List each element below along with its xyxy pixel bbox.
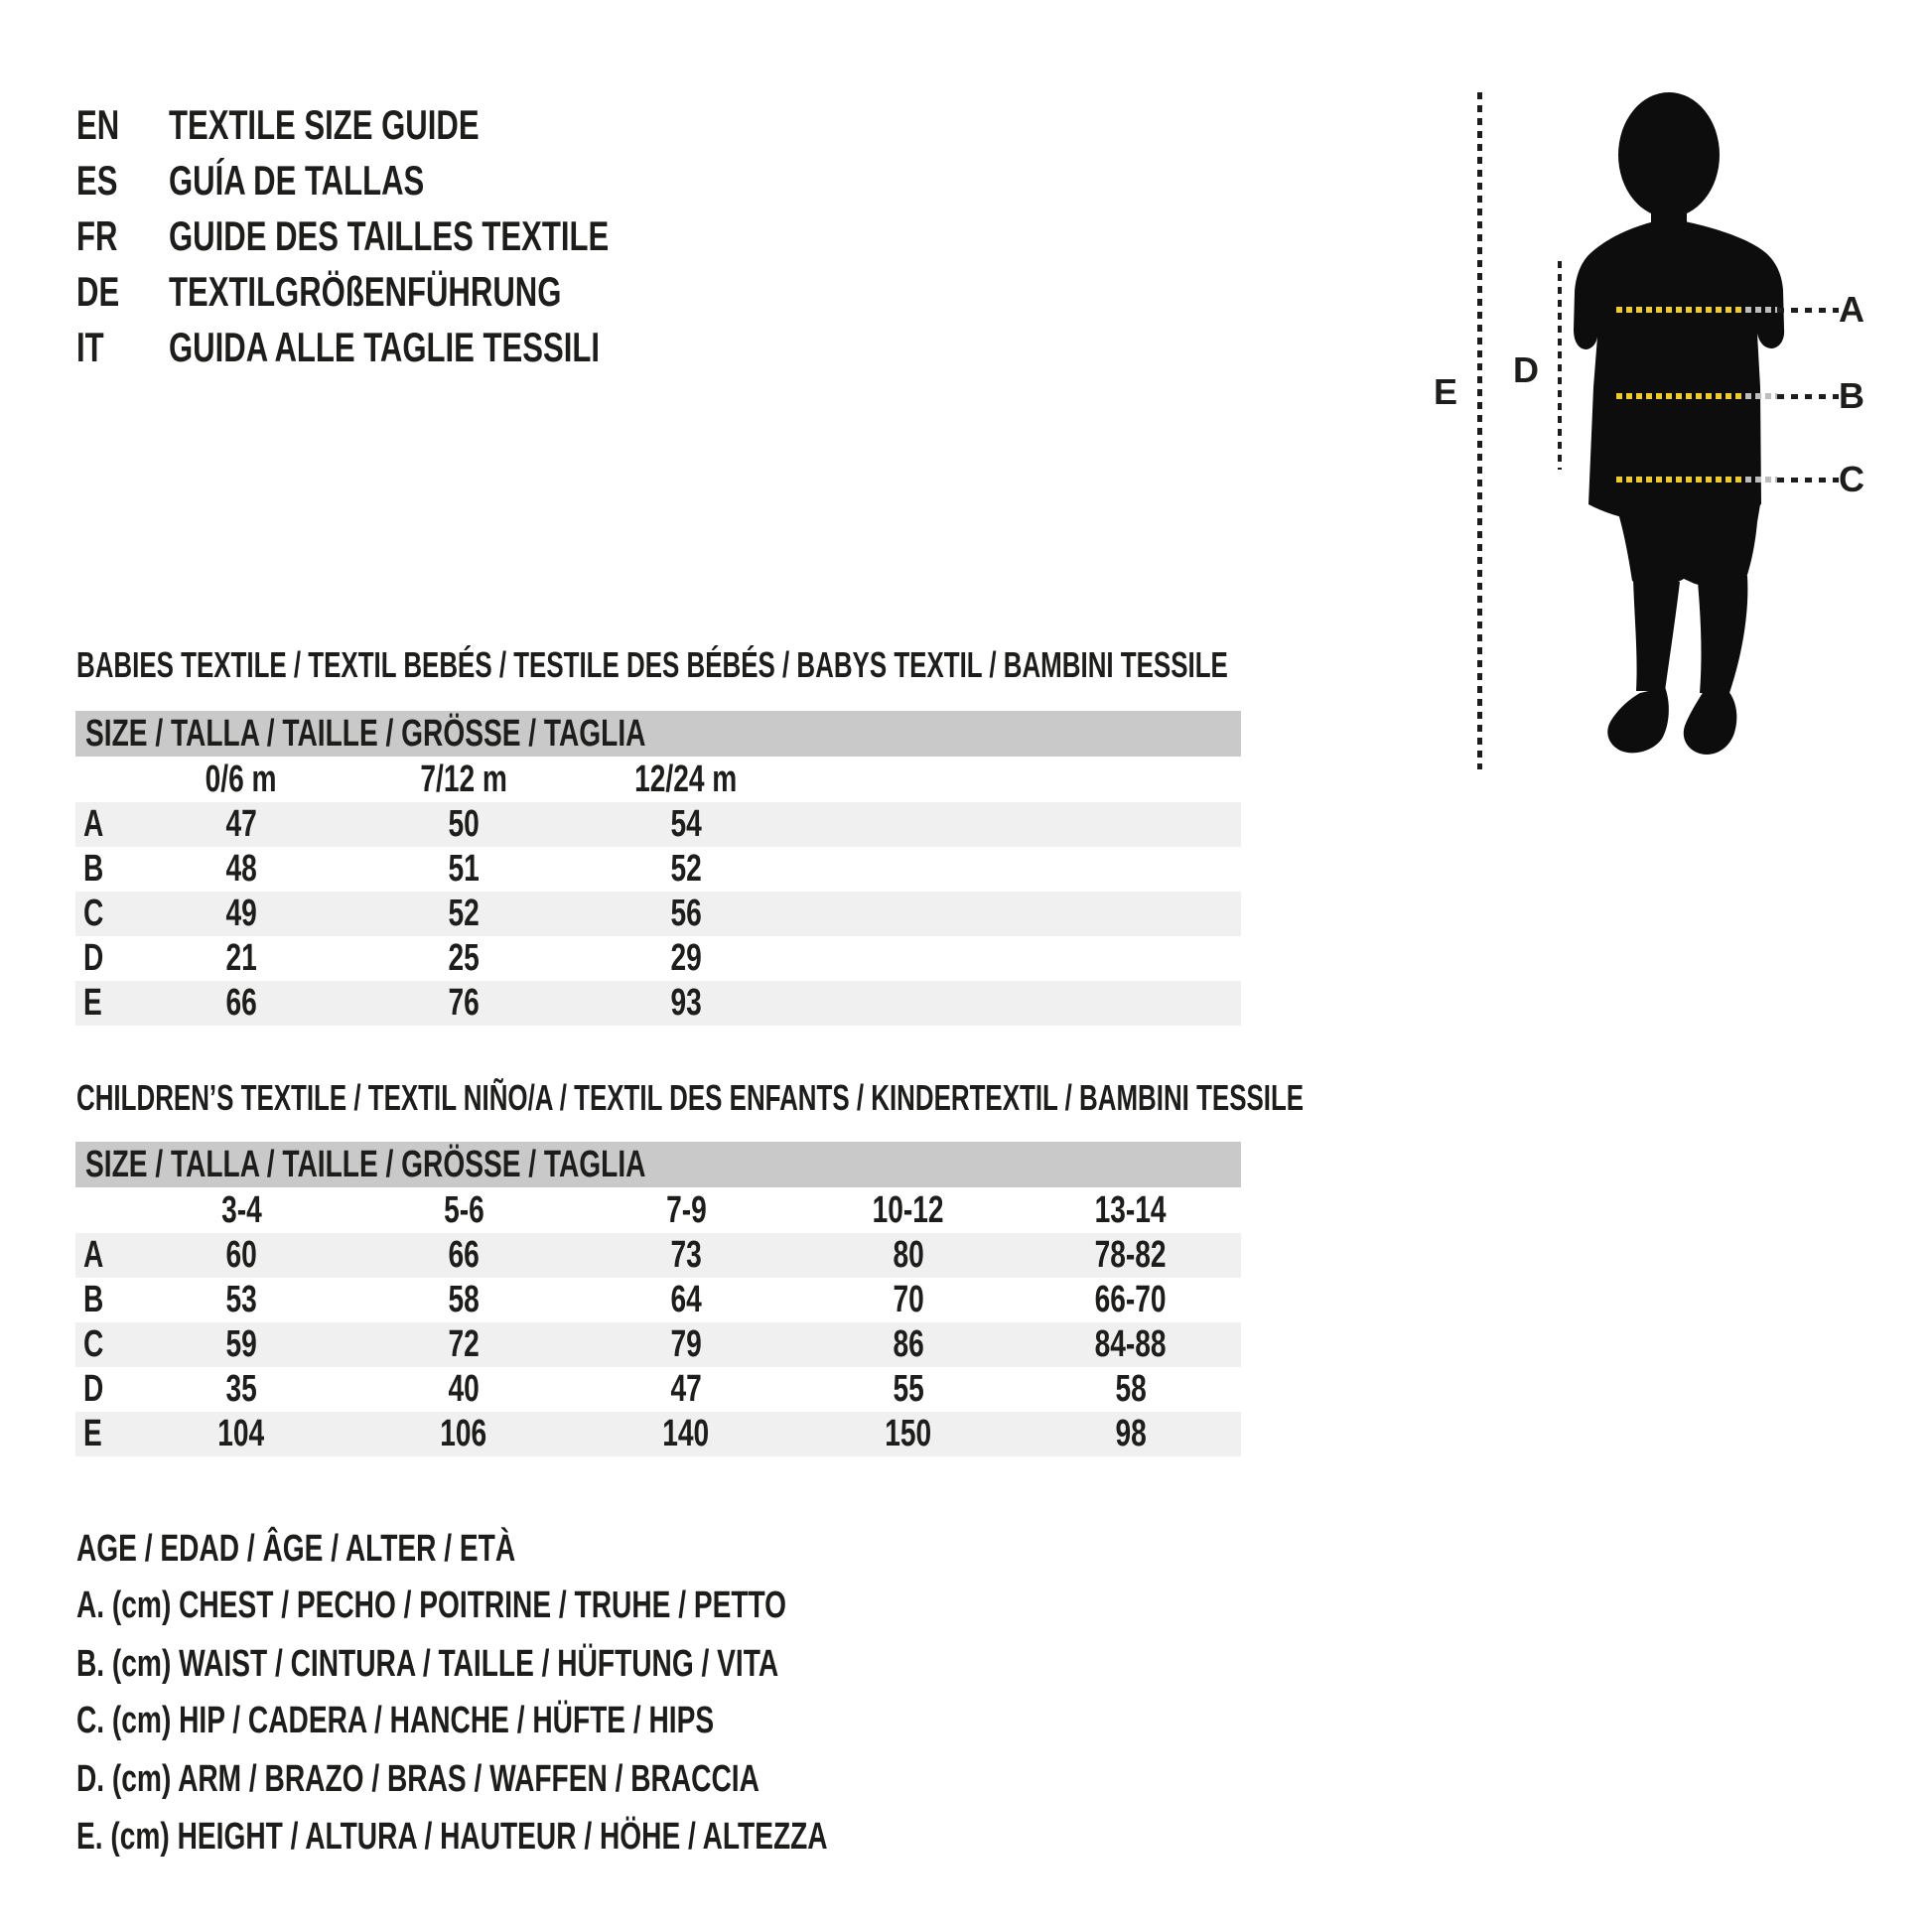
table-cell: 79 bbox=[670, 1323, 702, 1365]
table-column-headers bbox=[75, 1187, 1241, 1233]
silhouette-right-shoe bbox=[1684, 689, 1737, 755]
table-cell: 53 bbox=[225, 1279, 257, 1320]
table-cell: 50 bbox=[448, 803, 480, 845]
legend-item-chest: A. (cm) CHEST / PECHO / POITRINE / TRUHE / PETTO bbox=[76, 1585, 787, 1626]
table-cell: 48 bbox=[225, 848, 257, 890]
table-cell: 47 bbox=[670, 1368, 702, 1410]
legend-item-height: E. (cm) HEIGHT / ALTURA / HAUTEUR / HÖHE / ALTEZZA bbox=[76, 1816, 828, 1858]
babies-size-table bbox=[75, 711, 1241, 1026]
table-cell: 40 bbox=[448, 1368, 480, 1410]
language-code: DE bbox=[76, 268, 120, 315]
table-cell: 78-82 bbox=[1095, 1234, 1167, 1276]
row-letter: A bbox=[83, 1234, 104, 1276]
language-row-it bbox=[76, 320, 763, 375]
column-header: 0/6 m bbox=[206, 758, 277, 800]
babies-section-heading: BABIES TEXTILE / TEXTIL BEBÉS / TESTILE DES BÉBÉS / BABYS TEXTIL / BAMBINI TESSILE bbox=[76, 644, 1228, 685]
language-row-fr bbox=[76, 208, 763, 264]
table-cell: 51 bbox=[448, 848, 480, 890]
table-cell: 73 bbox=[670, 1234, 702, 1276]
hip-measure-leader bbox=[1777, 478, 1839, 483]
row-letter: C bbox=[83, 893, 104, 934]
table-cell: 49 bbox=[225, 893, 257, 934]
language-code: FR bbox=[76, 212, 118, 259]
hip-measure-line-c bbox=[1616, 477, 1745, 483]
row-letter: E bbox=[83, 1413, 102, 1454]
table-cell: 72 bbox=[448, 1323, 480, 1365]
language-code: ES bbox=[76, 157, 118, 204]
table-cell: 52 bbox=[670, 848, 702, 890]
table-cell: 21 bbox=[225, 937, 257, 979]
legend-age-line: AGE / EDAD / ÂGE / ALTER / ETÀ bbox=[76, 1528, 516, 1570]
table-cell: 104 bbox=[217, 1413, 265, 1454]
measurement-figure bbox=[1430, 60, 1906, 834]
legend-item-arm: D. (cm) ARM / BRAZO / BRAS / WAFFEN / BRACCIA bbox=[76, 1758, 759, 1800]
silhouette-left-shoe bbox=[1607, 687, 1669, 753]
figure-label-e: E bbox=[1433, 371, 1457, 412]
table-cell: 25 bbox=[448, 937, 480, 979]
column-header: 10-12 bbox=[873, 1188, 944, 1231]
waist-measure-leader bbox=[1777, 394, 1839, 399]
table-cell: 84-88 bbox=[1095, 1323, 1167, 1365]
legend-item-waist: B. (cm) WAIST / CINTURA / TAILLE / HÜFTUNG / VITA bbox=[76, 1643, 779, 1685]
chest-measure-leader bbox=[1777, 308, 1839, 313]
language-list bbox=[76, 97, 763, 375]
table-row bbox=[75, 936, 1241, 981]
language-title: GUIDA ALLE TAGLIE TESSILI bbox=[169, 324, 600, 370]
table-row bbox=[75, 981, 1241, 1026]
language-title: TEXTILE SIZE GUIDE bbox=[169, 101, 480, 148]
table-cell: 55 bbox=[893, 1368, 924, 1410]
silhouette-shorts bbox=[1590, 498, 1761, 586]
table-cell: 66 bbox=[225, 982, 257, 1024]
figure-label-a: A bbox=[1839, 289, 1864, 330]
table-cell: 140 bbox=[662, 1413, 710, 1454]
table-row bbox=[75, 1322, 1241, 1367]
column-header: 5-6 bbox=[443, 1188, 484, 1231]
table-cell: 66-70 bbox=[1095, 1279, 1167, 1320]
language-title: GUÍA DE TALLAS bbox=[169, 157, 425, 204]
row-letter: D bbox=[83, 1368, 104, 1410]
table-column-headers bbox=[75, 757, 1241, 802]
table-cell: 52 bbox=[448, 893, 480, 934]
column-header: 7/12 m bbox=[420, 758, 507, 800]
row-letter: C bbox=[83, 1323, 104, 1365]
column-header: 13-14 bbox=[1095, 1188, 1167, 1231]
table-cell: 59 bbox=[225, 1323, 257, 1365]
row-letter: B bbox=[83, 848, 104, 890]
table-cell: 98 bbox=[1115, 1413, 1147, 1454]
waist-measure-line-fade bbox=[1745, 393, 1777, 399]
children-section-heading: CHILDREN’S TEXTILE / TEXTIL NIÑO/A / TEXTIL DES ENFANTS / KINDERTEXTIL / BAMBINI TESSILE bbox=[76, 1077, 1305, 1118]
silhouette-right-leg bbox=[1698, 576, 1747, 693]
table-cell: 93 bbox=[670, 982, 702, 1024]
table-cell: 56 bbox=[670, 893, 702, 934]
column-header: 12/24 m bbox=[634, 758, 738, 800]
legend-item-hip: C. (cm) HIP / CADERA / HANCHE / HÜFTE / HIPS bbox=[76, 1700, 715, 1741]
table-cell: 60 bbox=[225, 1234, 257, 1276]
table-cell: 54 bbox=[670, 803, 702, 845]
row-letter: D bbox=[83, 937, 104, 979]
table-row bbox=[75, 1233, 1241, 1278]
table-cell: 64 bbox=[670, 1279, 702, 1320]
table-cell: 35 bbox=[225, 1368, 257, 1410]
column-header: 3-4 bbox=[220, 1188, 262, 1231]
language-code: EN bbox=[76, 101, 120, 148]
hip-measure-line-fade bbox=[1745, 477, 1777, 483]
table-cell: 70 bbox=[893, 1279, 924, 1320]
table-row bbox=[75, 847, 1241, 892]
table-cell: 29 bbox=[670, 937, 702, 979]
table-cell: 106 bbox=[440, 1413, 487, 1454]
table-row bbox=[75, 892, 1241, 936]
waist-measure-line-b bbox=[1616, 393, 1745, 399]
row-letter: A bbox=[83, 803, 104, 845]
table-row bbox=[75, 802, 1241, 847]
table-row bbox=[75, 1367, 1241, 1412]
arm-measure-line-d bbox=[1558, 261, 1562, 470]
size-header-bar: SIZE / TALLA / TAILLE / GRÖSSE / TAGLIA bbox=[75, 711, 1241, 757]
table-cell: 76 bbox=[448, 982, 480, 1024]
language-title: GUIDE DES TAILLES TEXTILE bbox=[169, 212, 610, 259]
chest-measure-line-fade bbox=[1745, 307, 1777, 313]
language-code: IT bbox=[76, 324, 104, 370]
table-cell: 66 bbox=[448, 1234, 480, 1276]
row-letter: E bbox=[83, 982, 102, 1024]
row-letter: B bbox=[83, 1279, 104, 1320]
children-size-table bbox=[75, 1142, 1241, 1456]
chest-measure-line-a bbox=[1616, 307, 1745, 313]
table-cell: 47 bbox=[225, 803, 257, 845]
figure-label-d: D bbox=[1513, 349, 1539, 390]
table-cell: 58 bbox=[1115, 1368, 1147, 1410]
column-header: 7-9 bbox=[665, 1188, 707, 1231]
language-row-de bbox=[76, 264, 763, 320]
figure-label-c: C bbox=[1839, 459, 1864, 499]
table-cell: 58 bbox=[448, 1279, 480, 1320]
size-header-bar: SIZE / TALLA / TAILLE / GRÖSSE / TAGLIA bbox=[75, 1142, 1241, 1187]
language-row-es bbox=[76, 153, 763, 208]
language-row-en bbox=[76, 97, 763, 153]
table-cell: 150 bbox=[885, 1413, 932, 1454]
table-cell: 86 bbox=[893, 1323, 924, 1365]
table-row bbox=[75, 1278, 1241, 1322]
table-cell: 80 bbox=[893, 1234, 924, 1276]
table-row bbox=[75, 1412, 1241, 1456]
language-title: TEXTILGRÖßENFÜHRUNG bbox=[169, 268, 562, 315]
figure-label-b: B bbox=[1839, 375, 1864, 416]
